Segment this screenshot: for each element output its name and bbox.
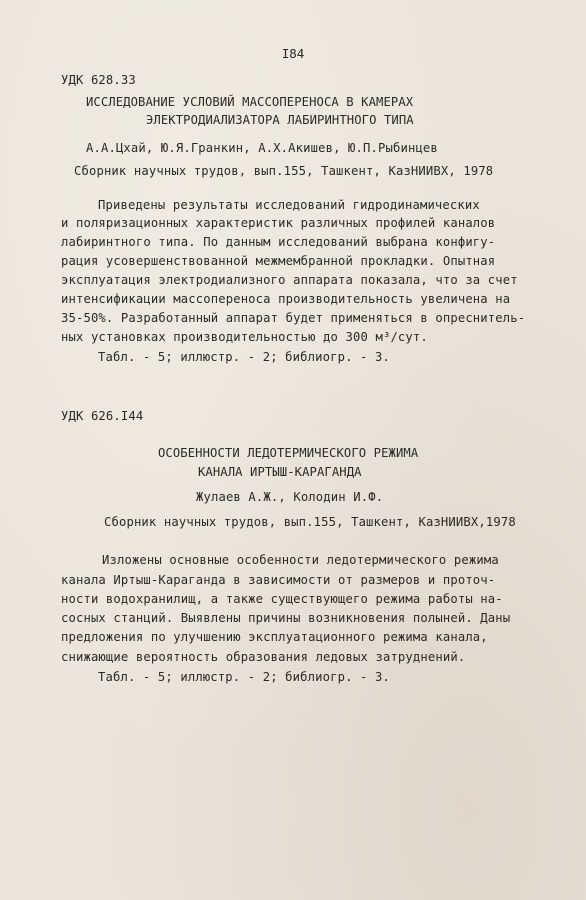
article-1-udc: УДК 628.33: [61, 73, 136, 87]
article-2-title-line-1: ОСОБЕННОСТИ ЛЕДОТЕРМИЧЕСКОГО РЕЖИМА: [158, 446, 419, 460]
article-1-abstract-line-4: рация усовершенствованной межмембранной прокладки. Опытная: [61, 254, 496, 268]
page-number: I84: [281, 46, 305, 61]
article-2-udc: УДК 626.I44: [61, 409, 144, 423]
article-1-authors: А.А.Цхай, Ю.Я.Гранкин, А.Х.Акишев, Ю.П.Рыбинцев: [86, 141, 438, 155]
article-1-references: Табл. - 5; иллюстр. - 2; библиогр. - 3.: [98, 350, 391, 364]
article-2-authors: Жулаев А.Ж., Колодин И.Ф.: [196, 490, 384, 504]
article-2-abstract-line-3: ности водохранилищ, а также существующего режима работы на-: [61, 592, 503, 606]
article-1-title-line-2: ЭЛЕКТРОДИАЛИЗАТОРА ЛАБИРИНТНОГО ТИПА: [146, 113, 414, 127]
article-2-abstract-line-1: Изложены основные особенности ледотермического режима: [102, 553, 499, 567]
article-2-abstract-line-6: снижающие вероятность образования ледовых затруднений.: [61, 650, 466, 664]
article-2-abstract-line-2: канала Иртыш-Караганда в зависимости от размеров и проточ-: [61, 573, 496, 587]
article-1-abstract-line-2: и поляризационных характеристик различных профилей каналов: [61, 216, 496, 230]
article-1-abstract-line-7: 35-50%. Разработанный аппарат будет применяться в опреснитель-: [61, 311, 526, 325]
article-1-abstract-line-6: интенсификации массопереноса производительность увеличена на: [61, 292, 511, 306]
article-1-title-line-1: ИССЛЕДОВАНИЕ УСЛОВИЙ МАССОПЕРЕНОСА В КАМЕРАХ: [86, 95, 414, 109]
article-1-abstract-line-8: ных установках производительностью до 300 м³/сут.: [61, 330, 428, 344]
article-2-abstract-line-5: предложения по улучшению эксплуатационного режима канала,: [61, 630, 488, 644]
article-1-abstract-line-5: эксплуатация электродиализного аппарата показала, что за счет: [61, 273, 518, 287]
article-2-title-line-2: КАНАЛА ИРТЫШ-КАРАГАНДА: [198, 465, 362, 479]
article-1-source: Сборник научных трудов, вып.155, Ташкент, КазНИИВХ, 1978: [74, 164, 494, 178]
article-2-abstract-line-4: сосных станций. Выявлены причины возникновения полыней. Даны: [61, 611, 511, 625]
article-2-source: Сборник научных трудов, вып.155, Ташкент, КазНИИВХ,1978: [104, 515, 516, 529]
article-1-abstract-line-3: лабиринтного типа. По данным исследований выбрана конфигу-: [61, 235, 496, 249]
article-2-references: Табл. - 5; иллюстр. - 2; библиогр. - 3.: [98, 670, 391, 684]
article-1-abstract-line-1: Приведены результаты исследований гидродинамических: [98, 198, 480, 212]
